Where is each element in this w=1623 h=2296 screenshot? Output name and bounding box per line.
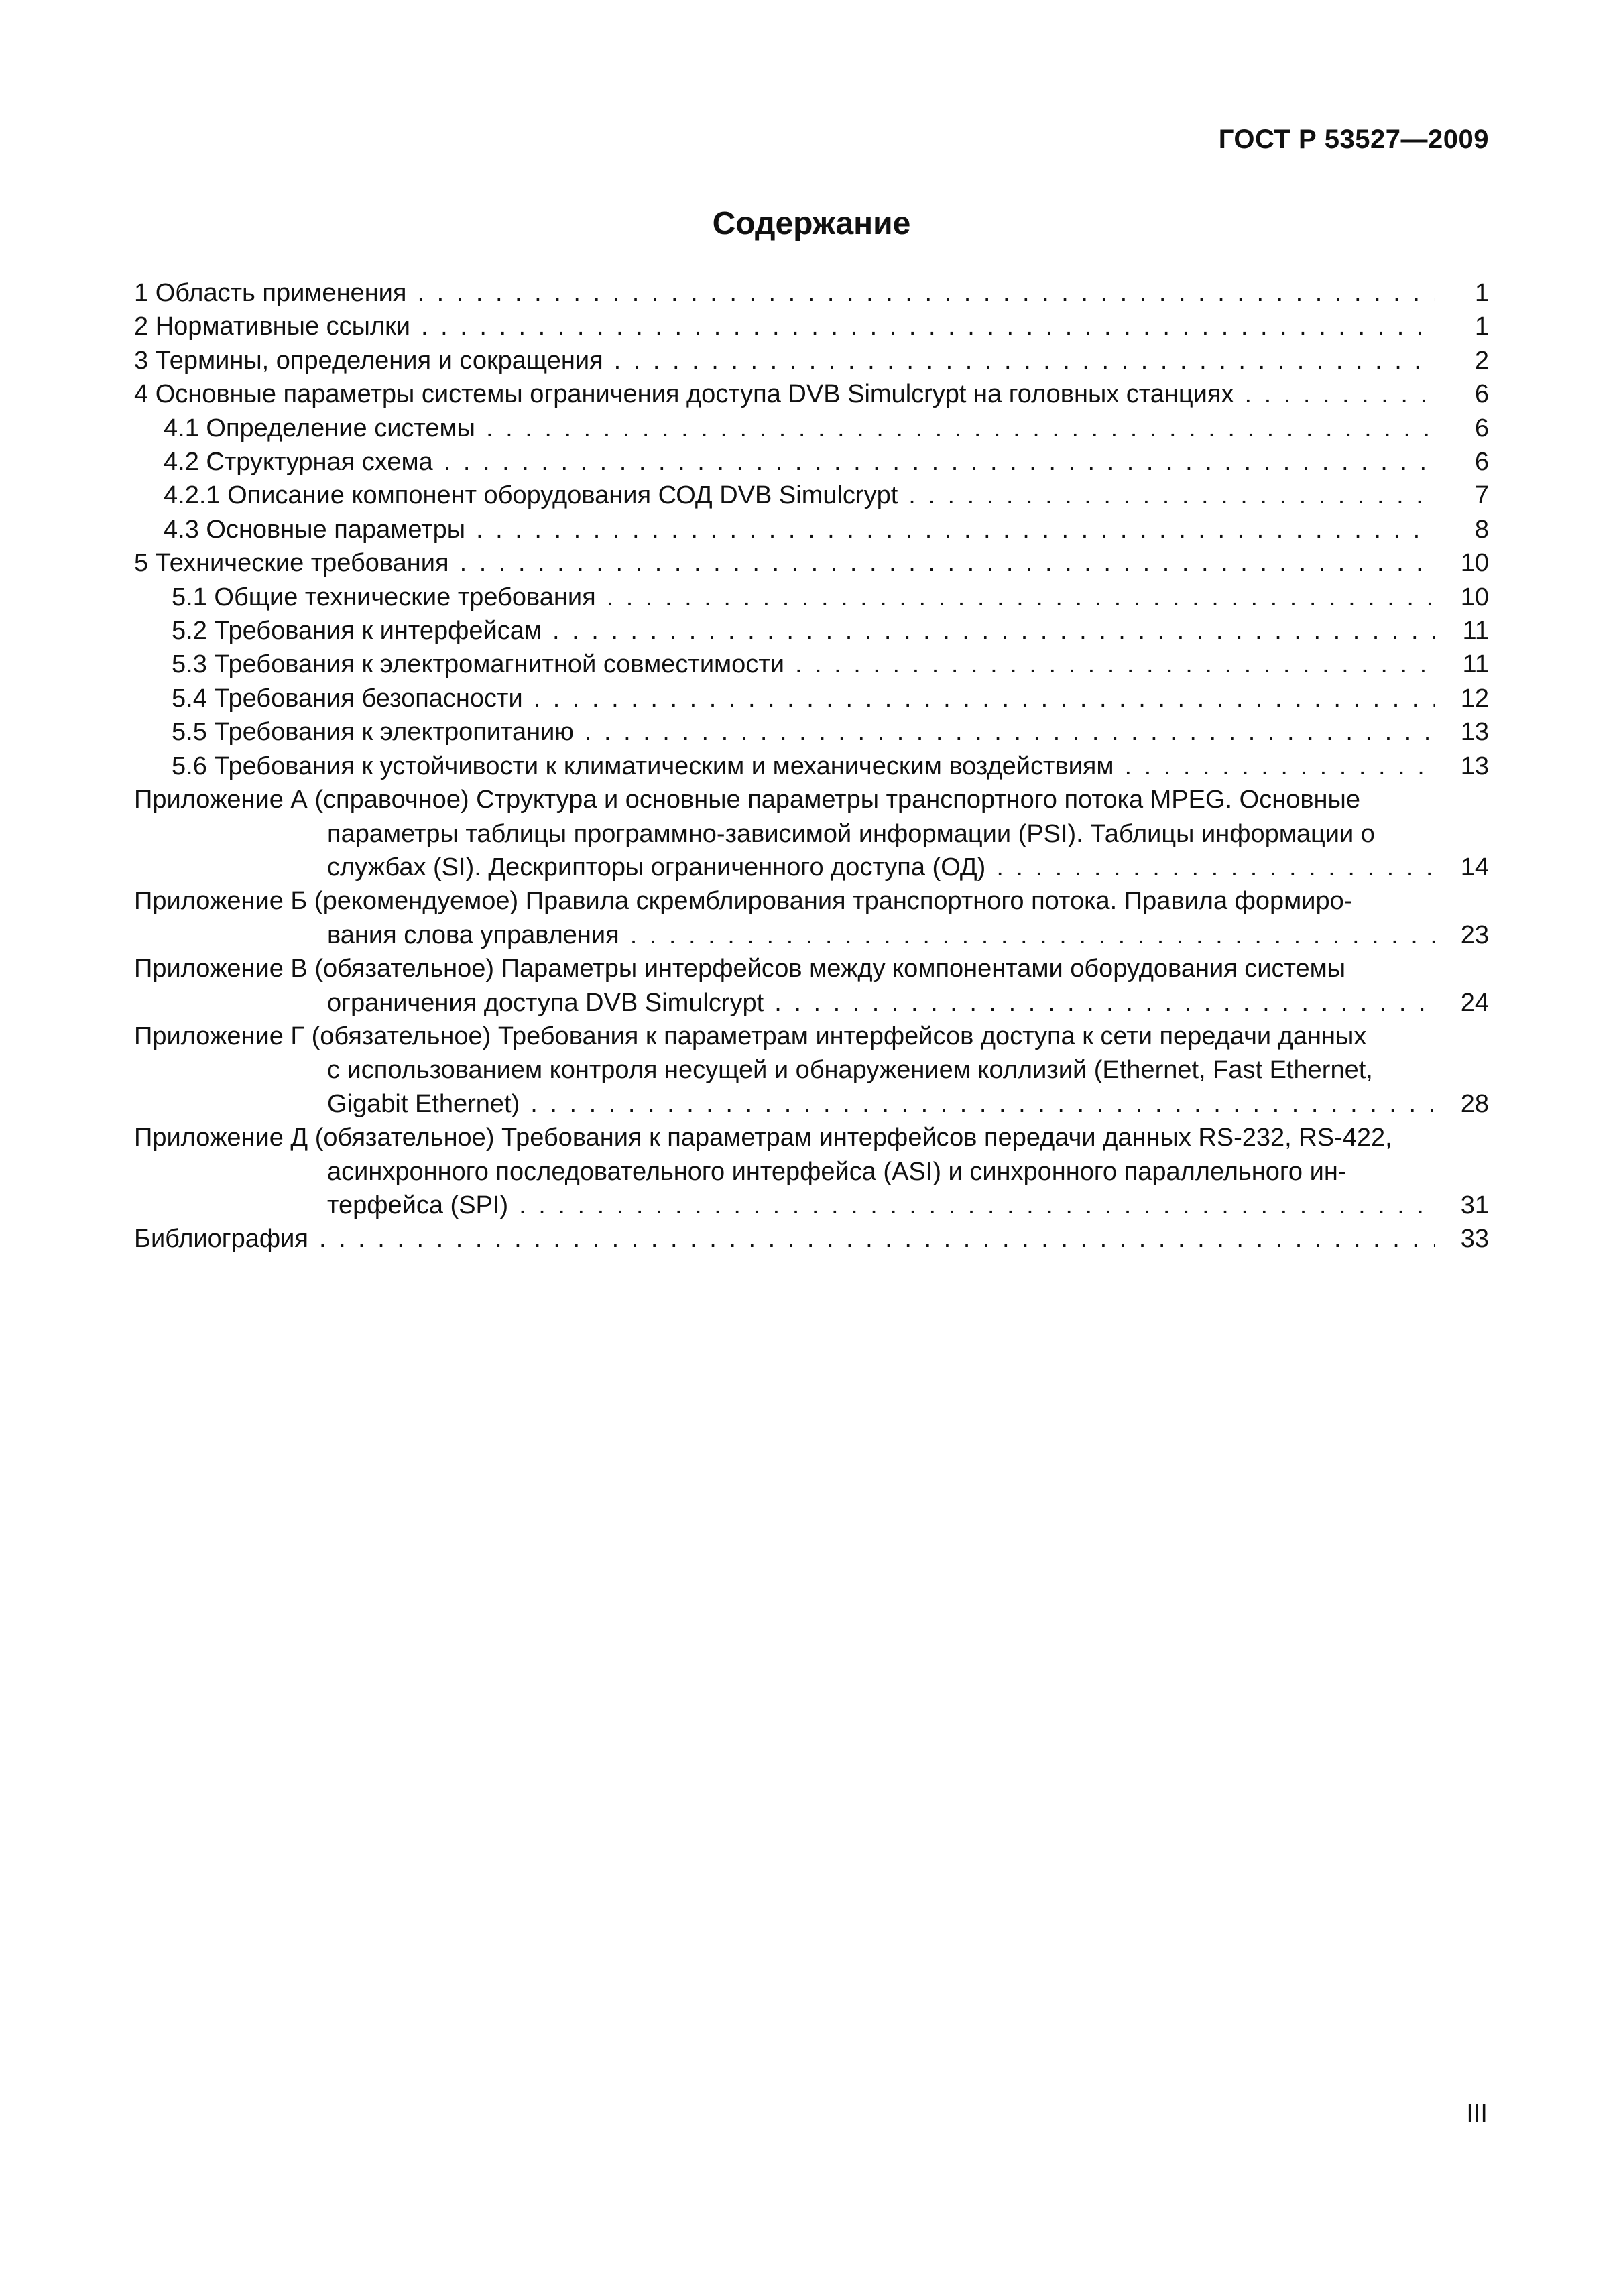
toc-leader-dots	[319, 1222, 1435, 1256]
toc-item-label: 5.4 Требования безопасности	[172, 684, 523, 713]
toc-page-number: 6	[1474, 380, 1489, 409]
toc-page-number: 11	[1462, 650, 1489, 679]
toc-leader-dots	[421, 310, 1435, 343]
toc-item-1[interactable]	[134, 276, 1489, 310]
toc-item-label: 5.5 Требования к электропитанию	[172, 718, 574, 747]
toc-leader-dots	[1244, 377, 1435, 411]
toc-appendix-line: с использованием контроля несущей и обнаружением коллизий (Ethernet, Fast Ethernet,	[327, 1056, 1373, 1085]
toc-page-number: 1	[1474, 312, 1489, 341]
toc-appendix-line: вания слова управления	[327, 920, 619, 949]
toc-item-4[interactable]	[134, 377, 1489, 411]
toc-leader-dots	[795, 648, 1435, 681]
toc-page-number: 6	[1474, 414, 1489, 442]
toc-appendix-line: ограничения доступа DVB Simulcrypt	[327, 988, 764, 1017]
toc-leader-dots	[417, 276, 1435, 310]
toc-item-label: 5.1 Общие технические требования	[172, 583, 596, 611]
toc-appendix-line: асинхронного последовательного интерфейса (ASI) и синхронного параллельного ин-	[327, 1157, 1347, 1186]
toc-page-number: 31	[1460, 1191, 1489, 1219]
toc-appendix-last-line	[134, 918, 1489, 952]
toc-item-4-2-1[interactable]	[134, 479, 1489, 512]
toc-appendix-line: терфейса (SPI)	[327, 1191, 509, 1219]
toc-leader-dots	[607, 581, 1435, 614]
toc-appendix-last-line	[134, 1087, 1489, 1121]
toc-leader-dots	[534, 682, 1435, 715]
toc-item-label: 1 Область применения	[134, 279, 407, 307]
toc-item-4-1[interactable]	[134, 412, 1489, 445]
toc-leader-dots	[774, 986, 1435, 1020]
toc-item-2[interactable]	[134, 310, 1489, 343]
toc-leader-dots	[552, 614, 1435, 648]
toc-leader-dots	[476, 513, 1435, 546]
toc-page-number: 11	[1462, 617, 1489, 646]
toc-page-number: 12	[1460, 684, 1489, 713]
toc-item-5-4[interactable]	[134, 682, 1489, 715]
toc-leader-dots	[460, 546, 1435, 580]
toc-item-label: 4.2.1 Описание компонент оборудования СОД DVB Simulcrypt	[164, 481, 898, 510]
toc-item-label: 4.3 Основные параметры	[164, 515, 466, 544]
toc-leader-dots	[486, 412, 1435, 445]
toc-item-label: 3 Термины, определения и сокращения	[134, 346, 603, 375]
toc-appendix-last-line	[134, 986, 1489, 1020]
toc-item-label: 5.6 Требования к устойчивости к климатическим и механическим воздействиям	[172, 751, 1114, 780]
toc-item-5-6[interactable]	[134, 749, 1489, 783]
toc-appendix-line: Приложение Д (обязательное) Требования к параметрам интерфейсов передачи данных RS-232, RS-422,	[134, 1124, 1392, 1152]
toc-page-number: 2	[1474, 346, 1489, 375]
toc-item-3[interactable]	[134, 344, 1489, 377]
toc-item-label: 5 Технические требования	[134, 549, 449, 578]
toc-appendix-line: Gigabit Ethernet)	[327, 1089, 520, 1118]
toc-item-label: 4 Основные параметры системы ограничения доступа DVB Simulcrypt на головных станциях	[134, 380, 1234, 409]
toc-item-bibliography[interactable]	[134, 1222, 1489, 1256]
toc-page-number: 23	[1460, 920, 1489, 949]
toc-appendix-line: Приложение Г (обязательное) Требования к параметрам интерфейсов доступа к сети передачи данных	[134, 1022, 1367, 1050]
toc-appendix-line: Приложение А (справочное) Структура и основные параметры транспортного потока MPEG. Основные	[134, 786, 1360, 814]
toc-item-5-1[interactable]	[134, 581, 1489, 614]
toc-item-label: 2 Нормативные ссылки	[134, 312, 410, 341]
toc-page-number: 13	[1460, 751, 1489, 780]
toc-appendix-line: Приложение В (обязательное) Параметры интерфейсов между компонентами оборудования системы	[134, 955, 1346, 983]
toc-leader-dots	[630, 918, 1435, 952]
toc-page-number: 13	[1460, 718, 1489, 747]
toc-leader-dots	[908, 479, 1435, 512]
toc-appendix-d[interactable]	[134, 1121, 1489, 1222]
toc-item-label: Библиография	[134, 1225, 308, 1254]
toc-item-label: 4.2 Структурная схема	[164, 448, 433, 477]
toc-page-number: 33	[1460, 1225, 1489, 1254]
toc-item-5-3[interactable]	[134, 648, 1489, 681]
toc-item-label: 4.1 Определение системы	[164, 414, 475, 442]
toc-page-number: 10	[1460, 549, 1489, 578]
toc-appendix-g[interactable]	[134, 1020, 1489, 1121]
toc-appendix-b[interactable]	[134, 884, 1489, 952]
toc-leader-dots	[1125, 749, 1436, 783]
toc-page-number: 1	[1474, 279, 1489, 307]
page-number: III	[1466, 2100, 1488, 2128]
toc-page-number: 10	[1460, 583, 1489, 611]
toc-appendix-line: параметры таблицы программно-зависимой информации (PSI). Таблицы информации о	[327, 819, 1375, 848]
toc-leader-dots	[444, 445, 1435, 479]
toc-page-number: 8	[1474, 515, 1489, 544]
table-of-contents	[134, 276, 1489, 1256]
toc-item-label: 5.3 Требования к электромагнитной совместимости	[172, 650, 784, 679]
document-code: ГОСТ Р 53527—2009	[1218, 125, 1489, 154]
toc-leader-dots	[519, 1189, 1435, 1222]
toc-appendix-a[interactable]	[134, 783, 1489, 884]
toc-item-4-3[interactable]	[134, 513, 1489, 546]
toc-leader-dots	[996, 851, 1435, 884]
toc-item-label: 5.2 Требования к интерфейсам	[172, 617, 542, 646]
page-title: Содержание	[712, 206, 911, 241]
toc-appendix-last-line	[134, 1189, 1489, 1222]
toc-page-number: 14	[1460, 853, 1489, 882]
toc-page-number: 7	[1474, 481, 1489, 510]
toc-page-number: 24	[1460, 988, 1489, 1017]
toc-page-number: 28	[1460, 1089, 1489, 1118]
toc-item-5-5[interactable]	[134, 715, 1489, 749]
toc-appendix-v[interactable]	[134, 952, 1489, 1020]
toc-item-4-2[interactable]	[134, 445, 1489, 479]
toc-appendix-last-line	[134, 851, 1489, 884]
toc-leader-dots	[585, 715, 1435, 749]
toc-page-number: 6	[1474, 448, 1489, 477]
toc-leader-dots	[614, 344, 1435, 377]
toc-leader-dots	[530, 1087, 1435, 1121]
toc-appendix-line: Приложение Б (рекомендуемое) Правила скремблирования транспортного потока. Правила формиро-	[134, 887, 1353, 916]
toc-item-5-2[interactable]	[134, 614, 1489, 648]
toc-item-5[interactable]	[134, 546, 1489, 580]
toc-appendix-line: службах (SI). Дескрипторы ограниченного доступа (ОД)	[327, 853, 986, 882]
